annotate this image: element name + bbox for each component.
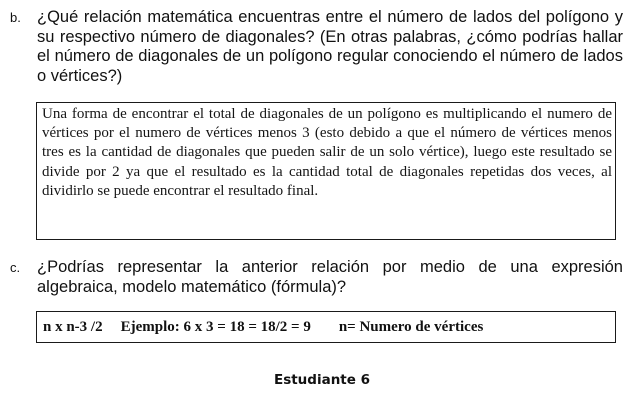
question-c-prompt: ¿Podrías representar la anterior relación por medio de una expresión algebraica, modelo matemático (fórmula)? bbox=[37, 258, 623, 296]
question-c-text bbox=[37, 258, 623, 297]
answer-c-variable-definition: n= Numero de vértices bbox=[338, 318, 484, 335]
answer-c-box bbox=[36, 311, 616, 343]
answer-b-box: Una forma de encontrar el total de diagonales de un polígono es multiplicando el numero de vértices por el numero de vértices menos 3 (esto debido a que el número de vértices menos tres es la cantidad de diagonales que pueden salir de un solo vértice), luego este resultado se divide por 2 ya que el resultado es la cantidad total de diagonales repetidas dos veces, al dividirlo se puede encontrar el resultado final. bbox=[36, 102, 616, 240]
answer-c-formula: n x n-3 /2 bbox=[43, 318, 103, 335]
question-c-letter: c. bbox=[10, 260, 21, 275]
question-b-letter: b. bbox=[10, 10, 21, 25]
answer-c-example: Ejemplo: 6 x 3 = 18 = 18/2 = 9 bbox=[120, 318, 311, 335]
question-b-text bbox=[37, 8, 623, 86]
question-b-prompt: ¿Qué relación matemática encuentras entre el número de lados del polígono y su respectivo número de diagonales? (En otras palabras, ¿cómo podrías hallar el número de diagonales de un polígono regular conociendo el número de lados o vértices?) bbox=[37, 8, 623, 85]
student-caption: Estudiante 6 bbox=[273, 372, 371, 388]
